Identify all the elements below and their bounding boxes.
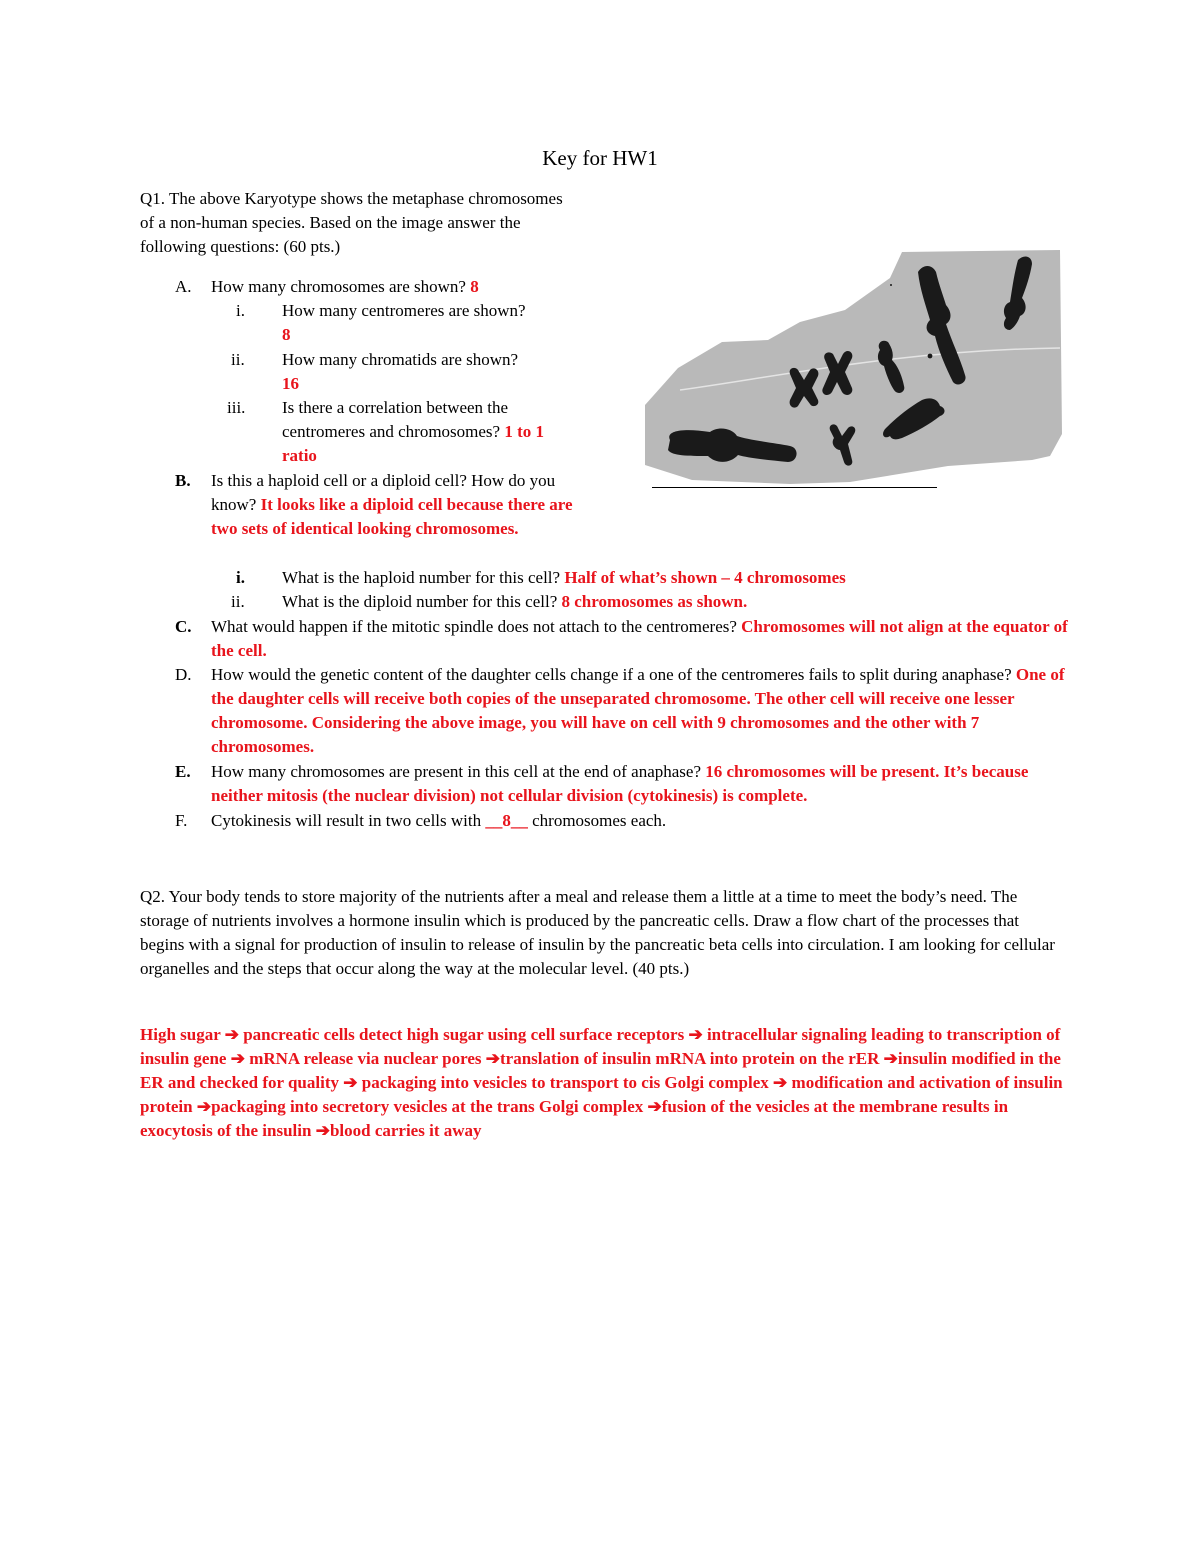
q1-b-i-answer: Half of what’s shown – 4 chromosomes	[564, 568, 846, 587]
q1-f	[211, 809, 1071, 833]
q1-a-iii-question: Is there a correlation between the centromeres and chromosomes?	[282, 398, 509, 441]
figure-rule	[652, 487, 937, 488]
q1-b-question: Is this a haploid cell or a diploid cell? How do you know?	[211, 471, 556, 514]
flow-step: pancreatic cells detect high sugar using cell surface receptors	[238, 1025, 689, 1044]
flow-step: packaging into secretory vesicles at the trans Golgi complex	[211, 1097, 648, 1116]
karyotype-image	[640, 250, 1065, 495]
q1-a-ii-label: ii.	[231, 350, 245, 369]
q1-b-ii-label: ii.	[231, 592, 245, 611]
flow-step: translation of insulin mRNA into protein on the rER	[500, 1049, 884, 1068]
arrow-right-icon: ➔	[224, 1025, 239, 1044]
q1-a-question: How many chromosomes are shown?	[211, 277, 466, 296]
arrow-right-icon: ➔	[883, 1049, 898, 1068]
q1-b-label: B.	[175, 471, 191, 490]
q1-b-i-question: What is the haploid number for this cell?	[282, 568, 561, 587]
q1-a-ii-answer: 16	[282, 374, 299, 393]
arrow-right-icon: ➔	[773, 1073, 788, 1092]
q1-a-iii	[282, 396, 562, 468]
q1-a-ii-question: How many chromatids are shown?	[282, 350, 519, 369]
q1-d-label: D.	[175, 665, 192, 684]
arrow-right-icon: ➔	[230, 1049, 245, 1068]
q1-a-i-question: How many centromeres are shown?	[282, 301, 526, 320]
karyotype-figure	[640, 250, 1065, 495]
q1-f-blank: __8__	[485, 811, 528, 830]
q1-b-ii-answer: 8 chromosomes as shown.	[561, 592, 748, 611]
q1-b-i-label: i.	[236, 568, 245, 587]
q1-b-ii	[282, 590, 1082, 614]
flow-step: insulin modified in the ER and checked for quality	[140, 1049, 1061, 1092]
arrow-right-icon: ➔	[315, 1121, 330, 1140]
debris-dot	[890, 284, 892, 286]
q1-c	[211, 615, 1071, 663]
q1-intro: Q1. The above Karyotype shows the metaphase chromosomes of a non-human species. Based on the image answer the following questions: (60 pts.)	[140, 189, 563, 256]
flow-step: fusion of the vesicles at the membrane results in exocytosis of the insulin	[140, 1097, 1009, 1140]
arrow-right-icon: ➔	[647, 1097, 662, 1116]
debris-dot	[928, 354, 933, 359]
flow-step: modification and activation of insulin protein	[140, 1073, 1063, 1116]
q1-f-question-post: chromosomes each.	[532, 811, 667, 830]
q2-answer-flow	[140, 1023, 1070, 1143]
flow-step: mRNA release via nuclear pores	[244, 1049, 486, 1068]
flow-step: packaging into vesicles to transport to cis Golgi complex	[357, 1073, 774, 1092]
q1-a-i-answer: 8	[282, 325, 291, 344]
q1-e	[211, 760, 1071, 808]
q2-question: Q2. Your body tends to store majority of the nutrients after a meal and release them a little at a time to meet the body’s need. The storage of nutrients involves a hormone insulin which is produced by the pancreatic cells. Draw a flow chart of the processes that begins with a signal for production of insulin to release of insulin by the pancreatic beta cells into circulation. I am looking for cellular organelles and the steps that occur along the way at the molecular level. (40 pts.)	[140, 887, 1055, 978]
arrow-right-icon: ➔	[343, 1073, 358, 1092]
q1-c-answer: Chromosomes will not align at the equator of the cell.	[211, 617, 1068, 660]
page-title: Key for HW1	[542, 146, 658, 170]
q1-a-iii-answer: 1 to 1 ratio	[282, 422, 545, 465]
q1-a-answer: 8	[470, 277, 479, 296]
q1-c-label: C.	[175, 617, 192, 636]
arrow-right-icon: ➔	[196, 1097, 212, 1116]
flow-step: intracellular signaling leading to transcription of insulin gene	[140, 1025, 1061, 1068]
q1-a-ii	[282, 348, 572, 396]
q1-b-answer: It looks like a diploid cell because there are two sets of identical looking chromosomes.	[211, 495, 573, 538]
q1-a-i	[282, 299, 572, 347]
arrow-right-icon: ➔	[688, 1025, 703, 1044]
q1-e-answer: 16 chromosomes will be present. It’s because neither mitosis (the nuclear division) not cellular division (cytokinesis) is complete.	[211, 762, 1029, 805]
arrow-right-icon: ➔	[485, 1049, 501, 1068]
q1-b-ii-question: What is the diploid number for this cell?	[282, 592, 558, 611]
q1-d-question: How would the genetic content of the daughter cells change if a one of the centromeres fails to split during anaphase?	[211, 665, 1012, 684]
q1-b-i	[282, 566, 1082, 590]
q1-e-question: How many chromosomes are present in this cell at the end of anaphase?	[211, 762, 702, 781]
q1-d	[211, 663, 1071, 759]
q1-a-label: A.	[175, 277, 192, 296]
q1-f-label: F.	[175, 811, 188, 830]
q1-a	[211, 275, 631, 299]
q1-e-label: E.	[175, 762, 191, 781]
q1-a-i-label: i.	[236, 301, 245, 320]
flow-step: High sugar	[140, 1025, 225, 1044]
flow-step: blood carries it away	[329, 1121, 482, 1140]
q1-c-question: What would happen if the mitotic spindle does not attach to the centromeres?	[211, 617, 737, 636]
q1-d-answer: One of the daughter cells will receive both copies of the unseparated chromosome. The other cell will receive one lesser chromosome. Considering the above image, you will have on cell with 9 chromosomes and the other with 7 chromosomes.	[211, 665, 1065, 756]
q1-f-question-pre: Cytokinesis will result in two cells with	[211, 811, 482, 830]
q1-a-iii-label: iii.	[227, 398, 246, 417]
q1-b	[211, 469, 573, 541]
